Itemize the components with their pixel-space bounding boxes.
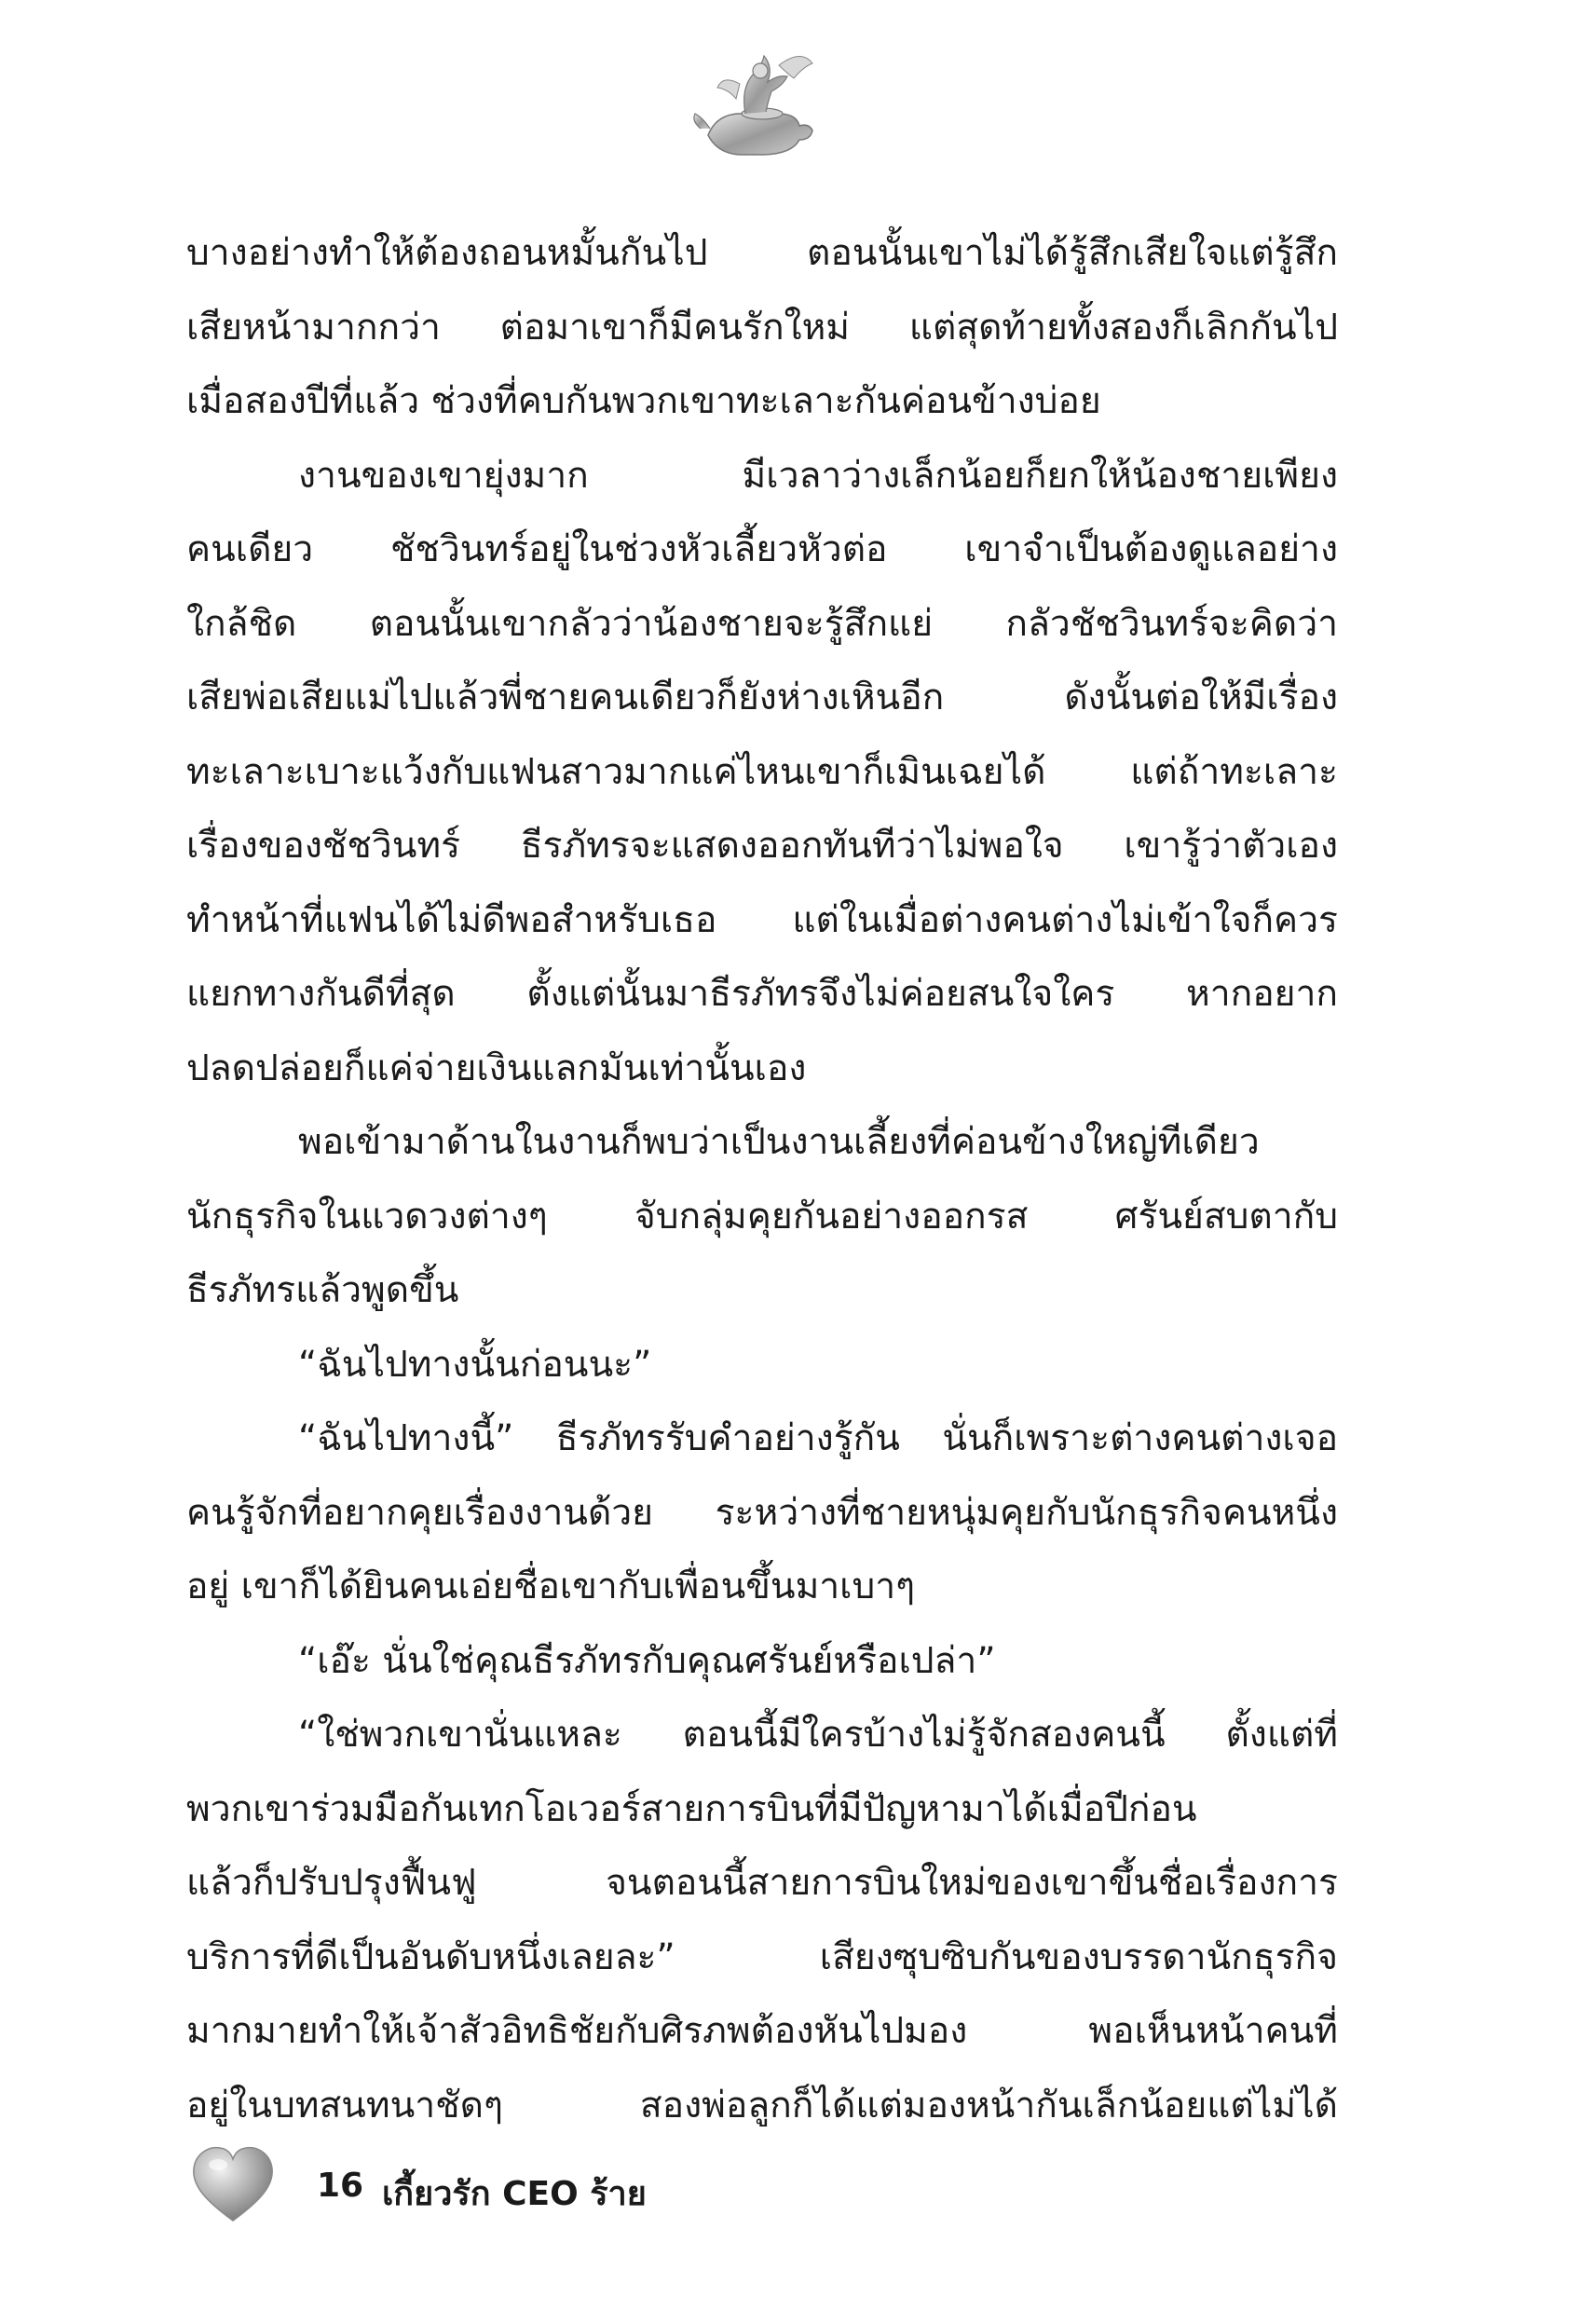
text-line: บางอย่างทำให้ต้องถอนหมั้นกันไป ตอนนั้นเขาไม่ได้รู้สึกเสียใจแต่รู้สึก <box>186 232 1338 274</box>
text-line: พวกเขาร่วมมือกันเทกโอเวอร์สายการบินที่มีปัญหามาได้เมื่อปีก่อน <box>186 1787 1197 1830</box>
text-line: แล้วก็ปรับปรุงฟื้นฟู จนตอนนี้สายการบินใหม่ของเขาขึ้นชื่อเรื่องการ <box>186 1862 1338 1904</box>
text-line: ธีรภัทรแล้วพูดขึ้น <box>186 1269 459 1311</box>
text-line: งานของเขายุ่งมาก มีเวลาว่างเล็กน้อยก็ยกให้น้องชายเพียง <box>298 454 1338 497</box>
text-line: คนเดียว ชัชวินทร์อยู่ในช่วงหัวเลี้ยวหัวต่อ เขาจำเป็นต้องดูแลอย่าง <box>186 528 1338 570</box>
text-line: เรื่องของชัชวินทร์ ธีรภัทรจะแสดงออกทันทีว่าไม่พอใจ เขารู้ว่าตัวเอง <box>186 825 1338 867</box>
text-line: อยู่ในบทสนทนาชัดๆ สองพ่อลูกก็ได้แต่มองหน้ากันเล็กน้อยแต่ไม่ได้ <box>186 2084 1338 2126</box>
text-line: “ฉันไปทางนั้นก่อนนะ” <box>298 1343 652 1386</box>
text-line: ทะเลาะเบาะแว้งกับแฟนสาวมากแค่ไหนเขาก็เมินเฉยได้ แต่ถ้าทะเลาะ <box>186 750 1338 793</box>
heart-icon <box>186 2139 280 2232</box>
text-line: “ฉันไปทางนี้” ธีรภัทรรับคำอย่างรู้กัน นั่นก็เพราะต่างคนต่างเจอ <box>298 1417 1338 1459</box>
text-line: เสียหน้ามากกว่า ต่อมาเขาก็มีคนรักใหม่ แต่สุดท้ายทั้งสองก็เลิกกันไป <box>186 306 1338 349</box>
text-line: ทำหน้าที่แฟนได้ไม่ดีพอสำหรับเธอ แต่ในเมื่อต่างคนต่างไม่เข้าใจก็ควร <box>186 898 1338 941</box>
body-text <box>186 216 1338 2142</box>
text-line: เมื่อสองปีที่แล้ว ช่วงที่คบกันพวกเขาทะเลาะกันค่อนข้างบ่อย <box>186 380 1101 422</box>
text-line: พอเข้ามาด้านในงานก็พบว่าเป็นงานเลี้ยงที่ค่อนข้างใหญ่ทีเดียว <box>298 1121 1260 1163</box>
text-line: “ใช่พวกเขานั่นแหละ ตอนนี้มีใครบ้างไม่รู้จักสองคนนี้ ตั้งแต่ที่ <box>298 1714 1338 1756</box>
text-line: ปลดปล่อยก็แค่จ่ายเงินแลกมันเท่านั้นเอง <box>186 1046 807 1089</box>
text-line: คนรู้จักที่อยากคุยเรื่องงานด้วย ระหว่างที่ชายหนุ่มคุยกับนักธุรกิจคนหนึ่ง <box>186 1491 1338 1534</box>
page-number: 16 <box>317 2167 364 2205</box>
text-line: นักธุรกิจในแวดวงต่างๆ จับกลุ่มคุยกันอย่างออกรส ศรันย์สบตากับ <box>186 1195 1338 1238</box>
page-footer <box>186 2139 839 2241</box>
text-line: เสียพ่อเสียแม่ไปแล้วพี่ชายคนเดียวก็ยังห่างเหินอีก ดังนั้นต่อให้มีเรื่อง <box>186 677 1338 718</box>
text-line: มากมายทำให้เจ้าสัวอิทธิชัยกับศิรภพต้องหันไปมอง พอเห็นหน้าคนที่ <box>186 2010 1338 2052</box>
text-line: อยู่ เขาก็ได้ยินคนเอ่ยชื่อเขากับเพื่อนขึ้นมาเบาๆ <box>186 1566 916 1607</box>
cupid-teapot-emblem-icon <box>689 47 820 168</box>
text-line: บริการที่ดีเป็นอันดับหนึ่งเลยละ” เสียงซุบซิบกันของบรรดานักธุรกิจ <box>186 1935 1338 1978</box>
text-line: แยกทางกันดีที่สุด ตั้งแต่นั้นมาธีรภัทรจึงไม่ค่อยสนใจใคร หากอยาก <box>186 973 1338 1015</box>
text-line: ใกล้ชิด ตอนนั้นเขากลัวว่าน้องชายจะรู้สึกแย่ กลัวชัชวินทร์จะคิดว่า <box>186 602 1338 645</box>
text-line: “เอ๊ะ นั่นใช่คุณธีรภัทรกับคุณศรันย์หรือเปล่า” <box>298 1639 996 1682</box>
book-title: เกี้ยวรัก CEO ร้าย <box>382 2175 647 2213</box>
